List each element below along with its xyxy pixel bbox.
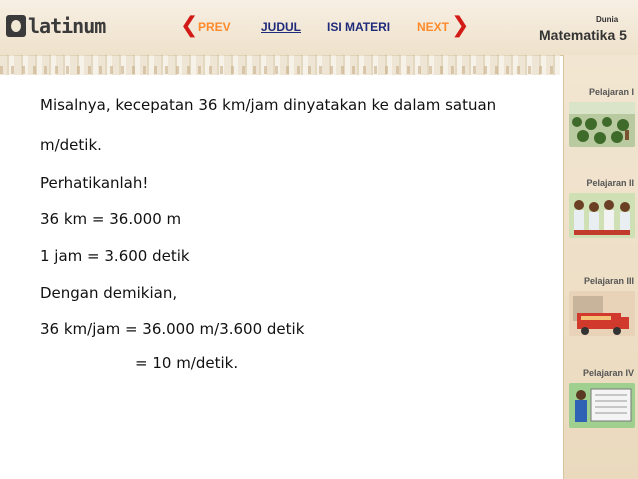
nav-next-link[interactable]: NEXT: [417, 20, 450, 34]
content-line: m/detik.: [40, 136, 102, 154]
logo-mark-icon: [6, 15, 26, 37]
brand-subtitle: Dunia: [596, 15, 619, 24]
platinum-logo: [6, 13, 105, 39]
paper-edge-decoration-2: [0, 66, 560, 74]
lesson-label: Pelajaran I: [588, 87, 634, 97]
lesson-3-link[interactable]: [564, 276, 638, 371]
person-board-icon: [569, 383, 635, 428]
lesson-label: Pelajaran III: [583, 276, 634, 286]
nav-judul-link[interactable]: JUDUL: [261, 20, 302, 34]
logo-text: latinum: [28, 14, 106, 38]
lesson-1-link[interactable]: [564, 87, 638, 182]
lesson-4-link[interactable]: [564, 368, 638, 463]
content-line: Misalnya, kecepatan 36 km/jam dinyatakan ke dalam satuan: [40, 96, 497, 114]
content-line: Perhatikanlah!: [40, 174, 149, 192]
lesson-2-link[interactable]: [564, 178, 638, 273]
chevron-right-icon[interactable]: ❯: [451, 13, 470, 38]
header-bar: [0, 0, 638, 56]
content-line: = 10 m/detik.: [135, 354, 239, 372]
nav-isi-materi-link[interactable]: ISI MATERI: [327, 20, 391, 34]
brand-title: Matematika 5: [539, 27, 627, 43]
lesson-label: Pelajaran IV: [582, 368, 634, 378]
content-line: 36 km/jam = 36.000 m/3.600 detik: [40, 320, 305, 338]
students-icon: [569, 193, 635, 238]
farm-field-icon: [569, 102, 635, 147]
content-line: Dengan demikian,: [40, 284, 178, 302]
chevron-left-icon[interactable]: ❮: [180, 13, 199, 38]
content-line: 36 km = 36.000 m: [40, 210, 182, 228]
nav-prev-link[interactable]: PREV: [198, 20, 231, 34]
building-truck-icon: [569, 291, 635, 336]
lesson-sidebar: [563, 55, 638, 479]
lesson-label: Pelajaran II: [586, 178, 634, 188]
content-line: 1 jam = 3.600 detik: [40, 247, 190, 265]
